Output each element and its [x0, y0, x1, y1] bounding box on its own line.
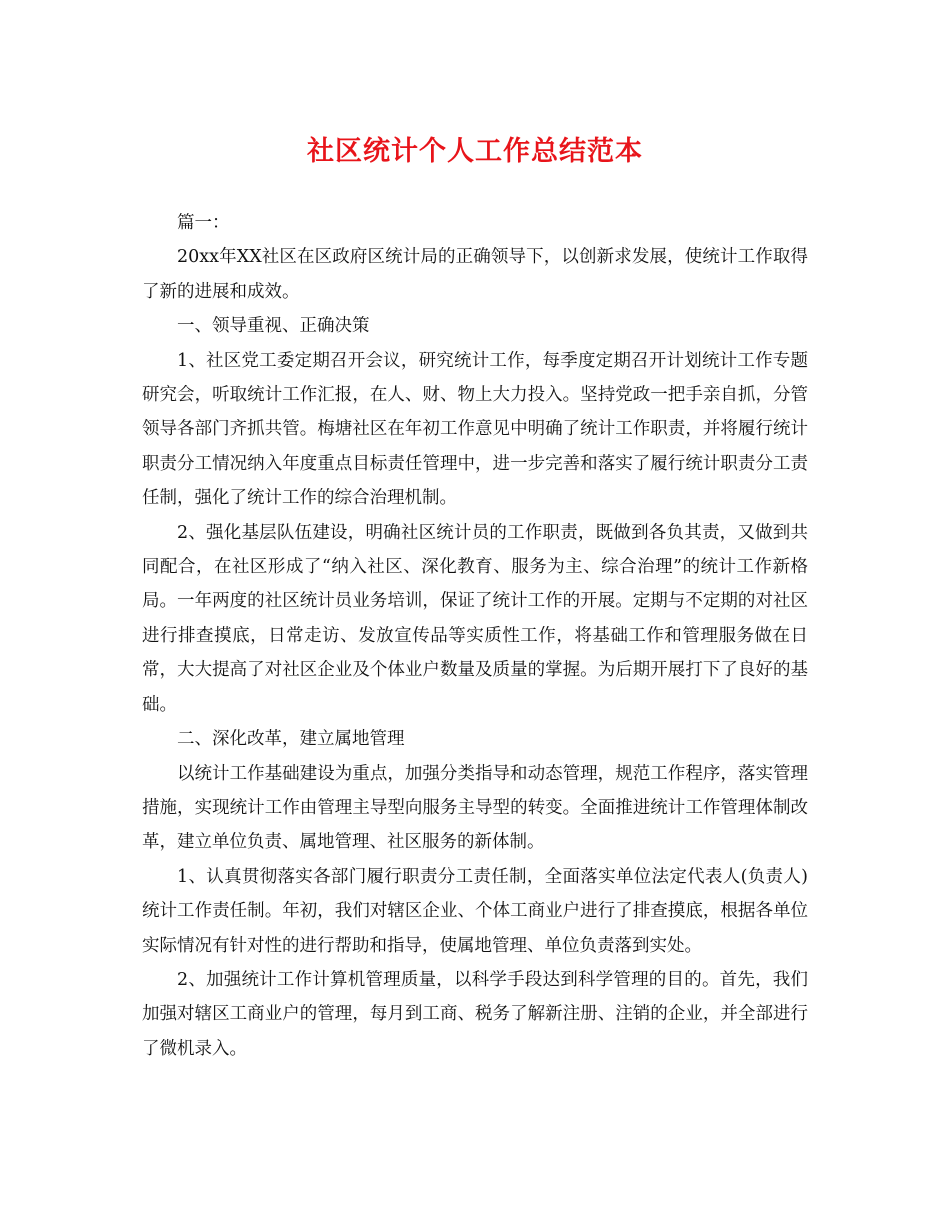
paragraph: 以统计工作基础建设为重点，加强分类指导和动态管理，规范工作程序，落实管理措施，实现统计工作由管理主导型向服务主导型的转变。全面推进统计工作管理体制改革，建立单位负责、属地管理、社区服务的新体制。: [142, 763, 808, 853]
paragraph: 2、加强统计工作计算机管理质量，以科学手段达到科学管理的目的。首先，我们加强对辖区工商业户的管理，每月到工商、税务了解新注册、注销的企业，并全部进行了微机录入。: [142, 969, 808, 1059]
section-heading: 一、领导重视、正确决策: [177, 316, 370, 337]
paragraph: 篇一：: [177, 213, 230, 233]
paragraph: 2、强化基层队伍建设，明确社区统计员的工作职责，既做到各负其责，又做到共同配合，在社区形成了“纳入社区、深化教育、服务为主、综合治理”的统计工作新格局。一年两度的社区统计员业务培训，保证了统计工作的开展。定期与不定期的对社区进行排查摸底，日常走访、发放宣传品等实质性工作，将基础工作和管理服务做在日常，大大提高了对社区企业及个体业户数量及质量的掌握。为后期开展打下了良好的基础。: [142, 522, 808, 715]
document-title: 社区统计个人工作总结范本: [307, 136, 643, 167]
section-heading: 二、深化改革，建立属地管理: [177, 729, 405, 750]
paragraph: 1、社区党工委定期召开会议，研究统计工作，每季度定期召开计划统计工作专题研究会，听取统计工作汇报，在人、财、物上大力投入。坚持党政一把手亲自抓，分管领导各部门齐抓共管。梅塘社区在年初工作意见中明确了统计工作职责，并将履行统计职责分工情况纳入年度重点目标责任管理中，进一步完善和落实了履行统计职责分工责任制，强化了统计工作的综合治理机制。: [142, 350, 808, 509]
paragraph: 20xx年XX社区在区政府区统计局的正确领导下，以创新求发展，使统计工作取得了新的进展和成效。: [142, 247, 808, 302]
document-body: [142, 206, 808, 1066]
paragraph: 1、认真贯彻落实各部门履行职责分工责任制，全面落实单位法定代表人(负责人)统计工作责任制。年初，我们对辖区企业、个体工商业户进行了排查摸底，根据各单位实际情况有针对性的进行帮助和指导，使属地管理、单位负责落到实处。: [142, 866, 808, 956]
